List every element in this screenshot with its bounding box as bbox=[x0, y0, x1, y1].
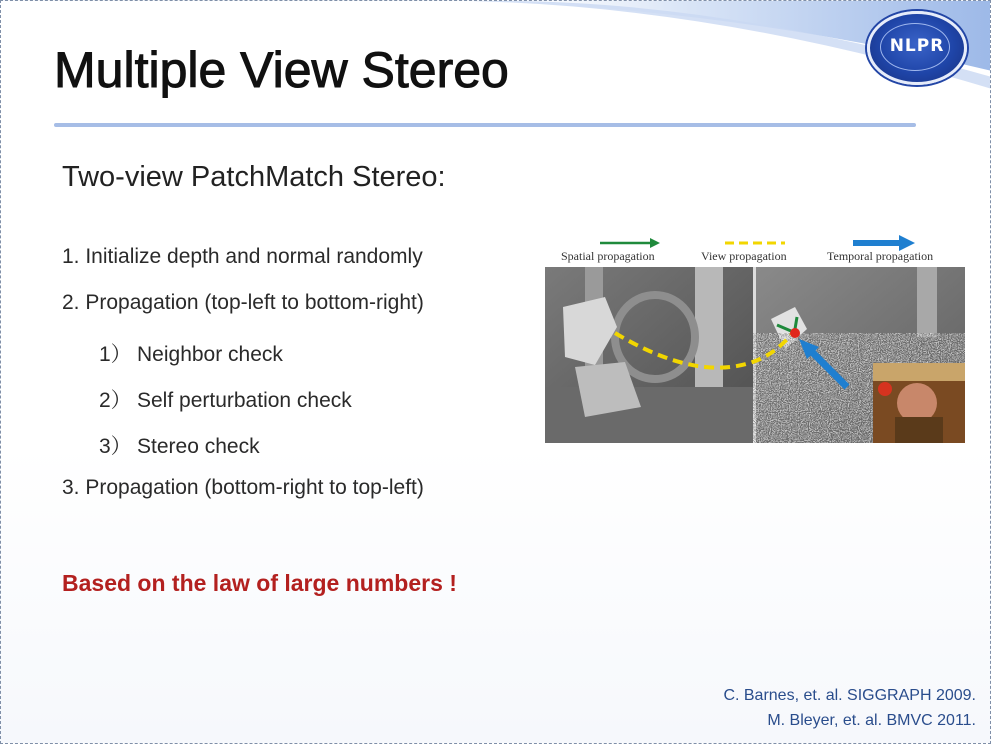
nlpr-logo bbox=[867, 11, 967, 85]
substep-label: Neighbor check bbox=[137, 343, 283, 366]
legend-view: View propagation bbox=[701, 249, 787, 263]
step-label: 2. Propagation (top-left to bottom-right) bbox=[62, 291, 424, 314]
substep-self-perturbation-check bbox=[99, 384, 352, 414]
legend-spatial: Spatial propagation bbox=[561, 249, 655, 263]
step-2 bbox=[62, 291, 424, 315]
legend-arrow-view bbox=[723, 237, 787, 249]
logo-text: NLPR bbox=[889, 36, 945, 56]
substep-neighbor-check bbox=[99, 338, 283, 368]
slide-title: Multiple View Stereo bbox=[54, 42, 509, 98]
substep-number: 1） bbox=[99, 343, 132, 366]
legend-arrow-spatial bbox=[598, 237, 662, 249]
depth-map-illustration bbox=[545, 267, 965, 443]
step-label: 3. Propagation (bottom-right to top-left) bbox=[62, 476, 424, 499]
step-1 bbox=[62, 245, 423, 269]
substep-label: Self perturbation check bbox=[137, 389, 352, 412]
highlight-note: Based on the law of large numbers ! bbox=[62, 570, 457, 596]
substep-label: Stereo check bbox=[137, 435, 260, 458]
substep-number: 2） bbox=[99, 389, 132, 412]
legend-temporal: Temporal propagation bbox=[827, 249, 934, 263]
step-3 bbox=[62, 476, 424, 500]
substep-number: 3） bbox=[99, 435, 132, 458]
step-label: 1. Initialize depth and normal randomly bbox=[62, 245, 423, 268]
substep-stereo-check bbox=[99, 430, 260, 460]
propagation-figure bbox=[545, 231, 965, 443]
title-underline bbox=[54, 123, 916, 127]
citation-barnes: C. Barnes, et. al. SIGGRAPH 2009. bbox=[723, 687, 976, 704]
citation-bleyer: M. Bleyer, et. al. BMVC 2011. bbox=[767, 712, 976, 729]
slide-subtitle: Two-view PatchMatch Stereo: bbox=[62, 161, 446, 193]
